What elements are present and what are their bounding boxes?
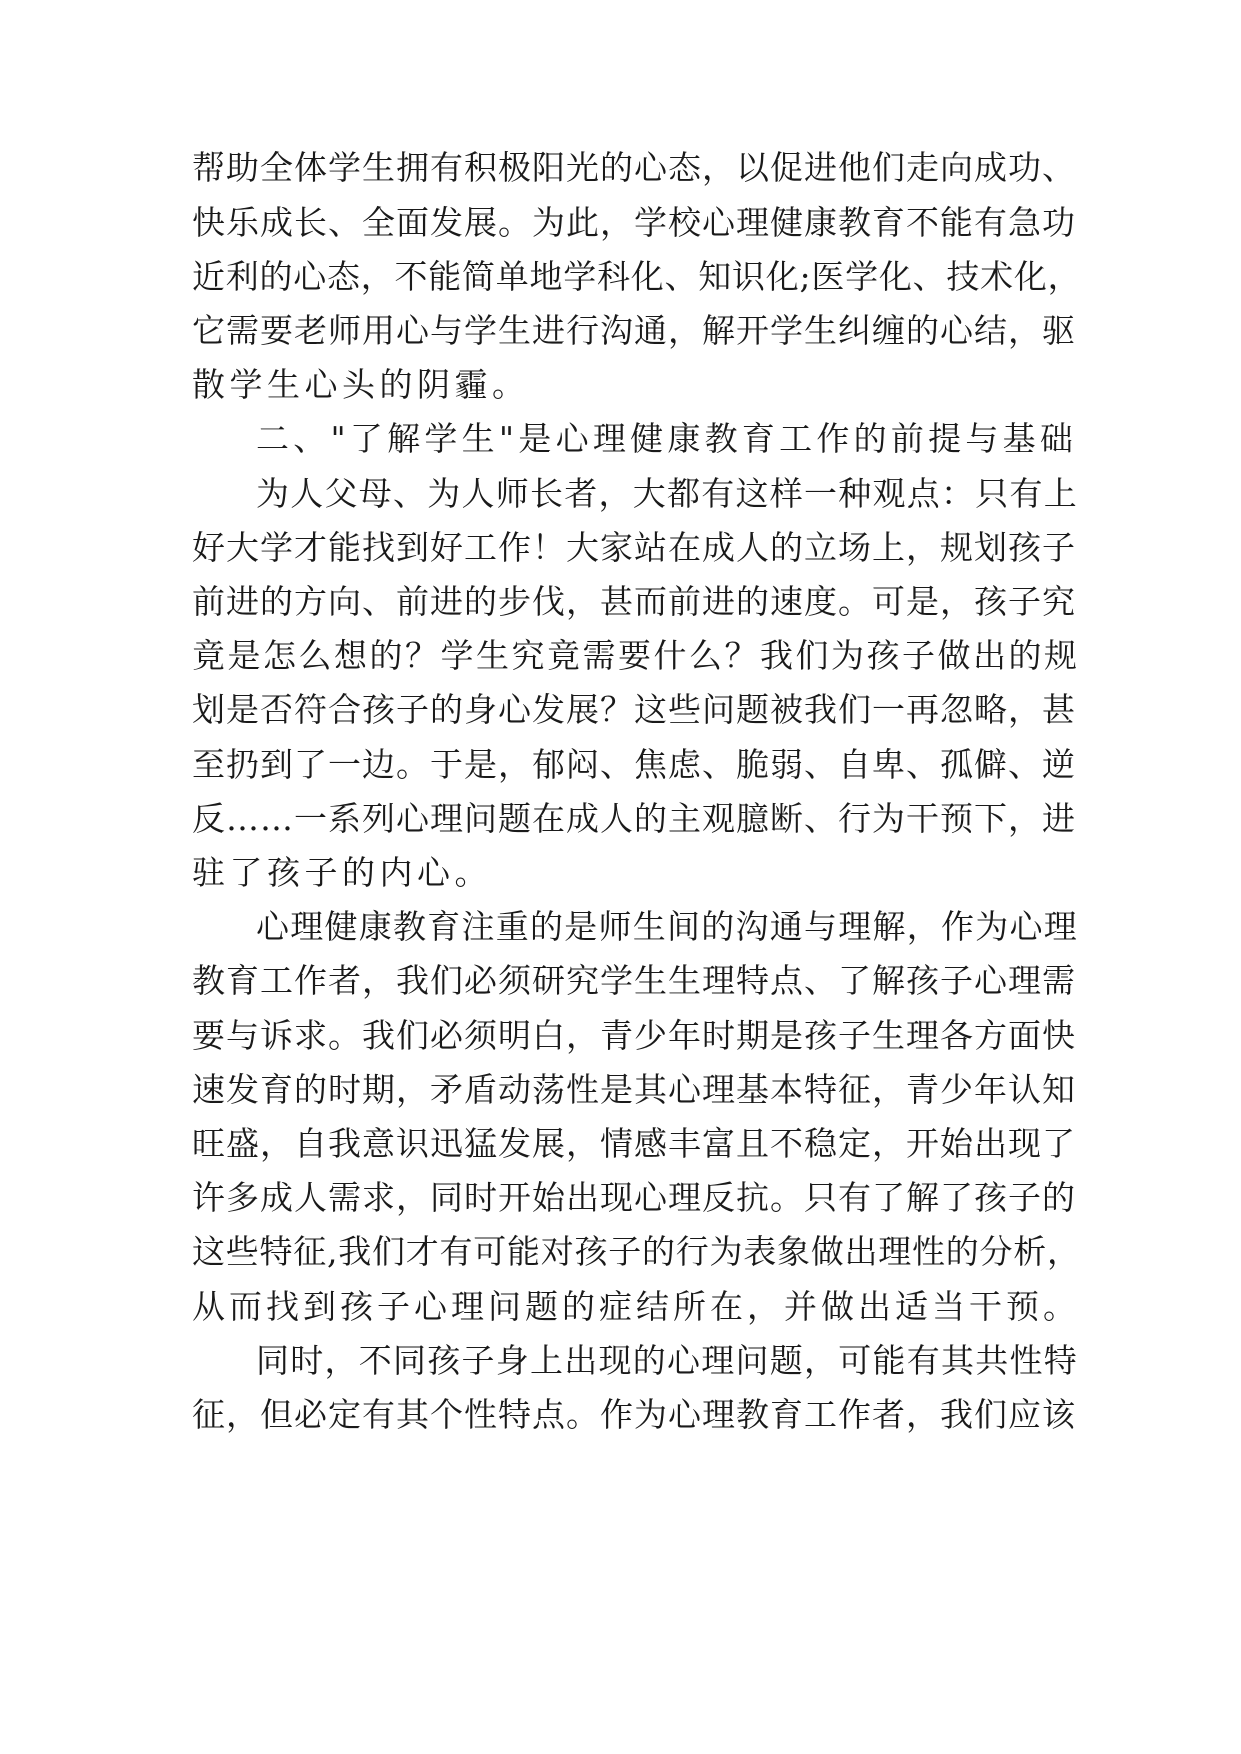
text-line: 散学生心头的阴霾。 <box>192 365 530 404</box>
text-line: 速发育的时期，矛盾动荡性是其心理基本特征，青少年认知 <box>192 1070 1076 1109</box>
text-line: 快乐成长、全面发展。为此，学校心理健康教育不能有急功 <box>192 203 1076 242</box>
text-line: 竟是怎么想的？学生究竟需要什么？我们为孩子做出的规 <box>192 636 1080 675</box>
text-line: 好大学才能找到好工作！大家站在成人的立场上，规划孩子 <box>192 528 1076 567</box>
text-line: 驻了孩子的内心。 <box>192 853 492 892</box>
text-line: 划是否符合孩子的身心发展？这些问题被我们一再忽略，甚 <box>192 690 1076 729</box>
text-line: 反……一系列心理问题在成人的主观臆断、行为干预下，进 <box>192 799 1076 838</box>
text-line: 教育工作者，我们必须研究学生生理特点、了解孩子心理需 <box>192 961 1076 1000</box>
text-line: 这些特征,我们才有可能对孩子的行为表象做出理性的分析， <box>192 1232 1081 1271</box>
text-line: 为人父母、为人师长者，大都有这样一种观点：只有上 <box>256 474 1078 513</box>
text-line: 同时，不同孩子身上出现的心理问题，可能有其共性特 <box>256 1341 1078 1380</box>
text-line: 要与诉求。我们必须明白，青少年时期是孩子生理各方面快 <box>192 1016 1076 1055</box>
text-line: 旺盛，自我意识迅猛发展，情感丰富且不稳定，开始出现了 <box>192 1124 1076 1163</box>
text-line: 许多成人需求，同时开始出现心理反抗。只有了解了孩子的 <box>192 1178 1076 1217</box>
text-line: 心理健康教育注重的是师生间的沟通与理解，作为心理 <box>256 907 1078 946</box>
text-line: 前进的方向、前进的步伐，甚而前进的速度。可是，孩子究 <box>192 582 1076 621</box>
text-line: 从而找到孩子心理问题的症结所在，并做出适当干预。 <box>192 1287 1080 1326</box>
text-line: 帮助全体学生拥有积极阳光的心态，以促进他们走向成功、 <box>192 148 1076 187</box>
section-heading: 二、"了解学生"是心理健康教育工作的前提与基础 <box>256 419 1078 458</box>
text-line: 征，但必定有其个性特点。作为心理教育工作者，我们应该 <box>192 1395 1076 1434</box>
text-line: 它需要老师用心与学生进行沟通，解开学生纠缠的心结，驱 <box>192 311 1076 350</box>
text-line: 近利的心态，不能简单地学科化、知识化;医学化、技术化， <box>192 257 1082 296</box>
text-line: 至扔到了一边。于是，郁闷、焦虑、脆弱、自卑、孤僻、逆 <box>192 745 1076 784</box>
